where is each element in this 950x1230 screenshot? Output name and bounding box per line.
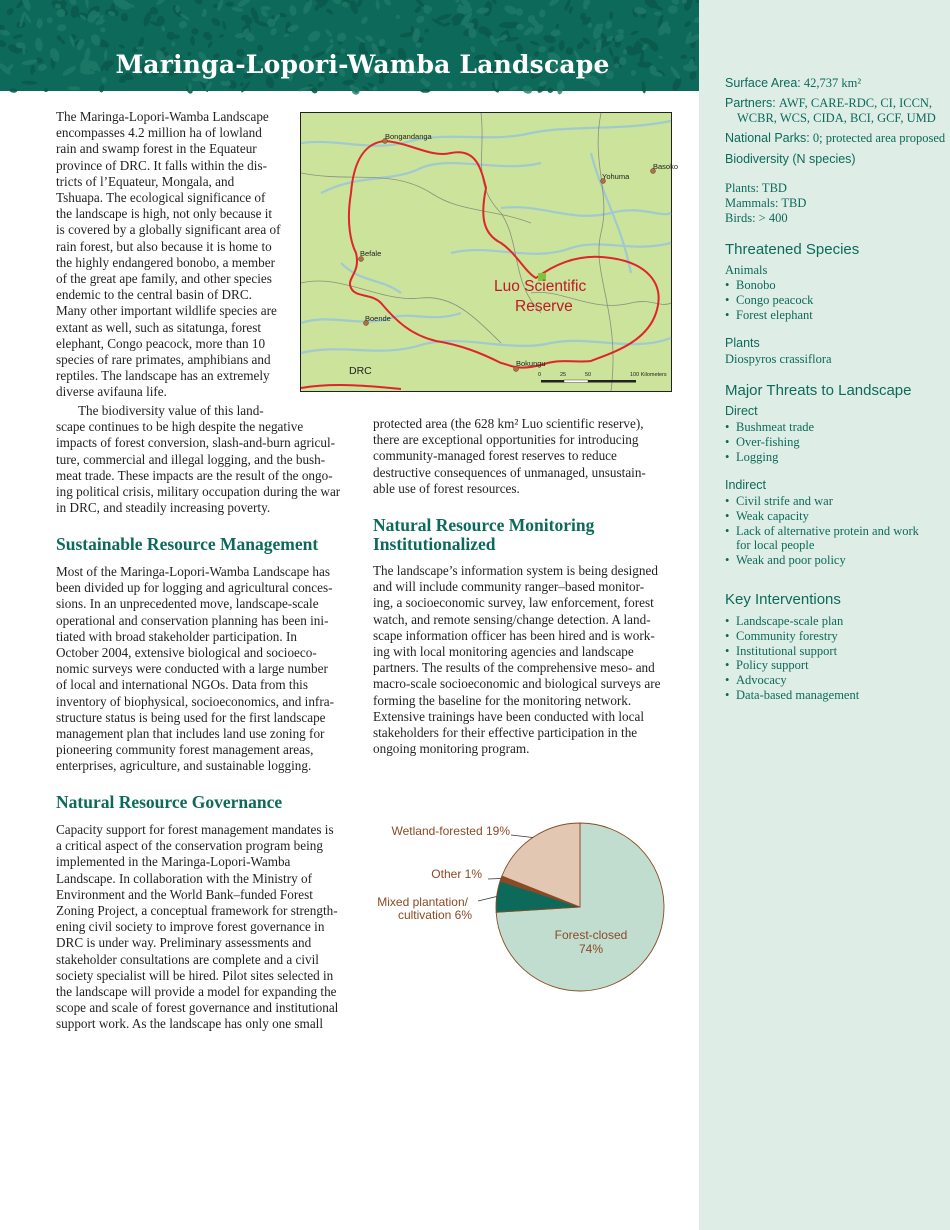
svg-text:100 Kilometers: 100 Kilometers [630, 372, 667, 378]
text-line: Many other important wildlife species are [56, 303, 277, 319]
section-heading-governance: Natural Resource Governance [56, 792, 283, 812]
threats-heading: Major Threats to Landscape [725, 382, 912, 399]
text-line: ing, a socioeconomic survey, law enforcement, forest [373, 595, 654, 611]
pie-label: Mixed plantation/ [377, 895, 468, 909]
list-item: • Data-based management [725, 688, 950, 703]
town-label: Bongandanga [385, 132, 432, 141]
text-line: of the great ape family, and other species [56, 271, 272, 287]
species-counts: Plants: TBD Mammals: TBD Birds: > 400 [725, 181, 807, 225]
biodiversity-paragraph [56, 403, 366, 516]
text-line: The biodiversity value of this land- [78, 403, 264, 418]
text-line: The landscape’s information system is being designed [373, 563, 658, 578]
list-item: • Congo peacock [725, 293, 950, 308]
list-item: • Weak and poor policy [725, 553, 925, 568]
text-line: structure status is being used for the first landscape [56, 709, 326, 725]
text-line: destructive consequences of unmanaged, unsustain- [373, 464, 646, 480]
protected-area-paragraph [373, 416, 683, 497]
text-line: been divided up for logging and agricultural conces- [56, 580, 333, 596]
reserve-label: Reserve [515, 298, 573, 315]
list-item: • Over-fishing [725, 435, 950, 450]
text-line: society specialist will be hired. Pilot sites selected in [56, 967, 334, 983]
text-line: pioneering community forest management areas, [56, 742, 314, 758]
text-line: able use of forest resources. [373, 480, 520, 496]
country-label: DRC [349, 365, 372, 377]
governance-paragraph [56, 822, 366, 1033]
text-line: a critical aspect of the conservation program being [56, 838, 323, 854]
text-line: province of DRC. It falls within the dis- [56, 157, 267, 173]
svg-text:0: 0 [538, 372, 542, 378]
monitoring-paragraph [373, 563, 683, 757]
text-line: operational and conservation planning has been ini- [56, 612, 329, 628]
text-line: the highly endangered bonobo, a member [56, 254, 275, 270]
list-item: • Advocacy [725, 673, 950, 688]
text-line: extant as well, such as sitatunga, forest [56, 319, 262, 335]
sustainable-paragraph [56, 564, 366, 775]
text-line: inventory of biophysical, socioeconomics, and infra- [56, 693, 334, 709]
text-line: ing political crisis, military occupation during the war [56, 484, 341, 500]
text-line: meat trade. These impacts are the result of the ongo- [56, 467, 333, 483]
title-banner [0, 0, 699, 91]
text-line: and will include community ranger–based monitor- [373, 579, 645, 595]
threatened-plants: Diospyros crassiflora [725, 352, 832, 366]
section-heading-sustainable: Sustainable Resource Management [56, 534, 319, 554]
text-line: ing with local monitoring agencies and landscape [373, 644, 634, 660]
text-line: community-managed forest reserves to reduce [373, 448, 617, 464]
list-item: • Civil strife and war [725, 494, 925, 509]
text-line: scape continues to be high despite the negative [56, 419, 304, 435]
text-line: The Maringa-Lopori-Wamba Landscape [56, 109, 269, 124]
text-line: tricts of l’Equateur, Mongala, and [56, 173, 235, 189]
svg-text:50: 50 [585, 372, 592, 378]
text-line: scope and scale of forest governance and institutional [56, 1000, 339, 1016]
town-label: Basoko [653, 162, 679, 171]
town-label: Yohuma [602, 172, 630, 181]
pie-label: 74% [578, 942, 604, 956]
pie-svg [360, 815, 680, 1005]
text-line: partners. The results of the comprehensive meso- and [373, 660, 655, 676]
page-title: Maringa-Lopori-Wamba Landscape [115, 50, 610, 79]
text-line: endemic to the central basin of DRC. [56, 287, 252, 303]
text-line: is covered by a globally significant area of [56, 222, 281, 238]
threatened-species-heading: Threatened Species [725, 241, 860, 258]
town-label: Boende [365, 314, 391, 323]
text-line: ongoing monitoring program. [373, 741, 530, 757]
text-line: scape information officer has been hired and is work- [373, 627, 655, 643]
text-line: DRC is under way. Preliminary assessments and [56, 935, 312, 951]
text-line: Most of the Maringa-Lopori-Wamba Landscape has [56, 564, 330, 579]
text-line: Tshuapa. The ecological significance of [56, 190, 266, 206]
landcover-pie-chart [360, 815, 680, 1005]
text-line: watch, and remote sensing/change detection. A land- [373, 611, 651, 627]
text-line: Landscape. In collaboration with the Ministry of [56, 870, 312, 886]
text-line: diverse avifauna life. [56, 384, 167, 400]
text-line: ture, commercial and illegal logging, and the bush- [56, 451, 326, 467]
text-line: the landscape will provide a model for expanding the [56, 984, 337, 1000]
text-line: implemented in the Maringa-Lopori-Wamba [56, 854, 291, 870]
list-item: • Forest elephant [725, 308, 950, 323]
national-parks: National Parks: 0; protected area proposed [725, 131, 946, 145]
text-line: stakeholder consultations are complete and a civil [56, 951, 319, 967]
text-line: nomic surveys were conducted with a large number [56, 661, 328, 677]
list-item: • Weak capacity [725, 509, 925, 524]
direct-threats-label: Direct [725, 404, 758, 418]
interventions-heading: Key Interventions [725, 591, 841, 608]
text-line: Zoning Project, a conceptual framework for strength- [56, 903, 338, 919]
reserve-label: Luo Scientific [494, 278, 587, 295]
text-line: Extensive trainings have been conducted with local [373, 708, 644, 724]
list-item: • Community forestry [725, 629, 950, 644]
text-line: in DRC, and steadily increasing poverty. [56, 500, 271, 516]
text-line: ening civil society to improve forest governance in [56, 919, 325, 935]
text-line: management plan that includes land use zoning for [56, 726, 325, 742]
text-line: rain forest, but also because it is home to [56, 238, 272, 254]
key-interventions [725, 614, 950, 703]
list-item: • Landscape-scale plan [725, 614, 950, 629]
text-line: October 2004, extensive biological and socioeco- [56, 645, 317, 661]
list-item: • Bushmeat trade [725, 420, 950, 435]
text-line: protected area (the 628 km² Luo scientific reserve), [373, 416, 644, 431]
map-graphic [301, 113, 679, 391]
list-item: • Lack of alternative protein and work for local people [725, 524, 925, 554]
text-line: species of rare primates, amphibians and [56, 352, 271, 368]
text-line: sions. In an unprecedented move, landscape-scale [56, 596, 319, 612]
text-line: Environment and the World Bank–funded Forest [56, 886, 313, 902]
landscape-map [300, 112, 679, 392]
surface-area: Surface Area: 42,737 km² [725, 76, 862, 90]
section-heading-monitoring: Natural Resource Monitoring Institutionalized [373, 515, 595, 554]
partners: Partners: AWF, CARE-RDC, CI, ICCN, WCBR, WCS, CIDA, BCI, GCF, UMD [725, 96, 936, 125]
town-label: Befale [360, 249, 382, 258]
direct-threats [725, 420, 950, 464]
text-line: reptiles. The landscape has an extremely [56, 368, 270, 384]
pie-label: Other 1% [431, 867, 482, 881]
town-label: Bokungu [516, 359, 546, 368]
indirect-threats [725, 494, 950, 568]
text-line: Capacity support for forest management mandates is [56, 822, 334, 837]
intro-paragraph [56, 109, 296, 401]
text-line: of local and international NGOs. Data from this [56, 677, 308, 693]
text-line: there are exceptional opportunities for introducing [373, 432, 639, 448]
list-item: • Institutional support [725, 644, 950, 659]
pie-leader-line [511, 835, 533, 838]
text-line: stakeholders for their effective participation in the [373, 725, 638, 741]
text-line: encompasses 4.2 million ha of lowland [56, 125, 262, 141]
plants-label: Plants [725, 336, 760, 350]
text-line: impacts of forest conversion, slash-and-burn agricul- [56, 435, 336, 451]
text-line: the landscape is high, not only because it [56, 206, 273, 222]
text-line: support work. As the landscape has only one small [56, 1016, 324, 1032]
pie-label: cultivation 6% [397, 908, 472, 922]
list-item: • Policy support [725, 658, 950, 673]
list-item: • Logging [725, 450, 950, 465]
svg-text:25: 25 [560, 372, 567, 378]
biodiversity-label: Biodiversity (N species) [725, 152, 856, 166]
text-line: elephant, Congo peacock, more than 10 [56, 335, 266, 351]
pie-leader-line [478, 897, 497, 902]
threatened-animals: Animals • Bonobo • Congo peacock • Forest elephant [725, 263, 950, 322]
text-line: forming the baseline for the monitoring network. [373, 692, 632, 708]
indirect-threats-label: Indirect [725, 478, 766, 492]
list-item: • Bonobo [725, 278, 950, 293]
text-line: macro-scale socioeconomic and biological surveys are [373, 676, 661, 692]
text-line: rain and swamp forest in the Equateur [56, 141, 257, 157]
pie-leader-line [488, 879, 501, 880]
text-line: enterprises, agriculture, and sustainable logging. [56, 758, 312, 774]
text-line: tiated with broad stakeholder participation. In [56, 628, 297, 644]
pie-label: Wetland-forested 19% [391, 824, 510, 838]
pie-label: Forest-closed [554, 928, 628, 942]
